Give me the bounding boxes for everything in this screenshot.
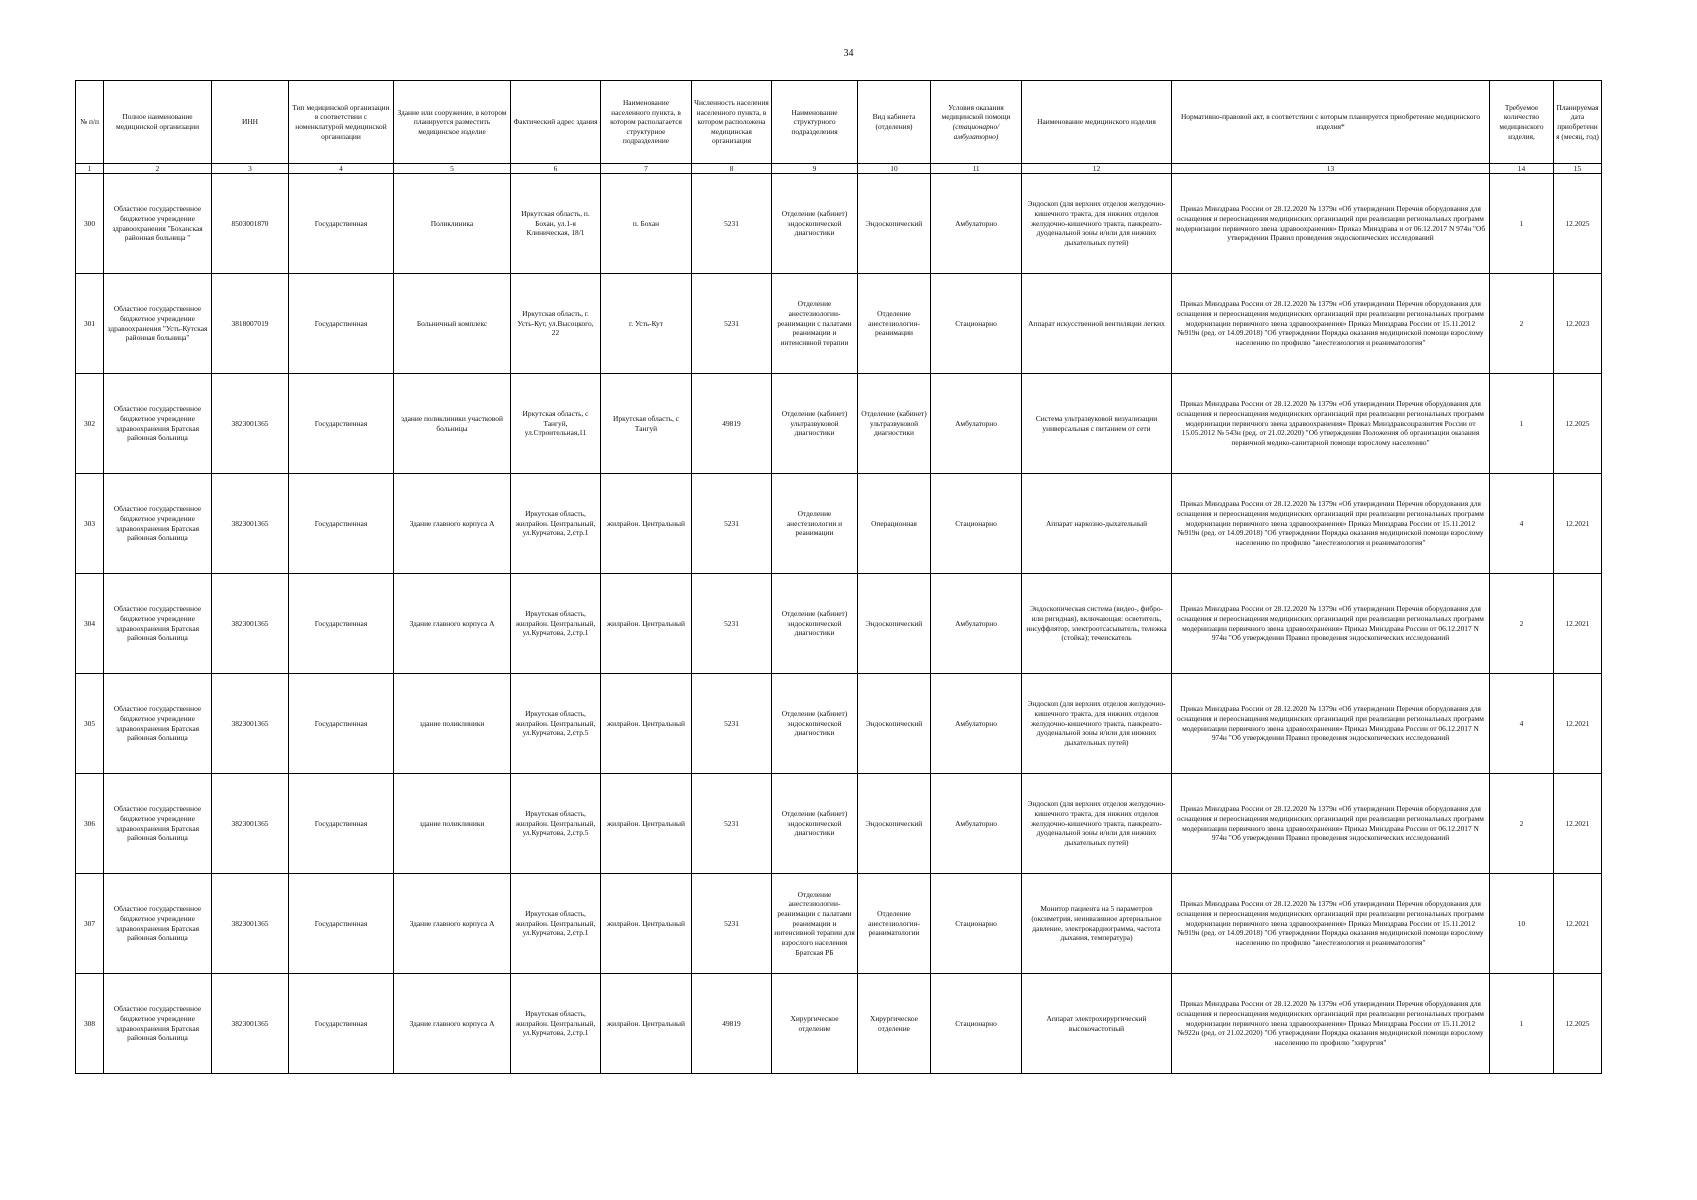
room-type: Отделение анестезиологии-реаниматологии [858,874,931,974]
address: Иркутская область, жилрайон. Центральный, ул.Курчатова, 2,стр.5 [511,774,601,874]
org-type: Государственная [289,374,394,474]
row-number: 304 [76,574,104,674]
device-name: Эндоскоп (для верхних отделов желудочно-кишечного тракта, для нижних отделов желудочно-кишечного тракта, панкреато-дуоденальной зоны и/или для нижних дыхательных путей) [1022,174,1172,274]
org-name: Областное государственное бюджетное учреждение здравоохранения "Усть-Кутская районная больница" [104,274,212,374]
address: Иркутская область, жилрайон. Центральный, ул.Курчатова, 2,стр.1 [511,474,601,574]
purchase-date: 12.2025 [1554,974,1602,1074]
col-number: 11 [931,164,1022,174]
unit-name: Хирургическое отделение [772,974,858,1074]
unit-name: Отделение (кабинет) эндоскопической диагностики [772,574,858,674]
room-type: Эндоскопический [858,674,931,774]
page-number: 34 [843,48,854,59]
care-conditions: Амбулаторно [931,574,1022,674]
unit-name: Отделение (кабинет) эндоскопической диагностики [772,674,858,774]
legal-act: Приказ Минздрава России от 28.12.2020 № 1379н «Об утверждении Перечня оборудования для оснащения и переоснащения медицинских организаций при реализации региональных программ модернизации первичного звена здравоохранения» Приказ Минздравсоцразвития России от 15.05.2012 № 543н (ред. от 21.02.2020) "Об утверждении Положения об организации оказания первичной медико-санитарной помощи взрослому населению" [1172,374,1490,474]
col-number: 13 [1172,164,1490,174]
population: 49819 [692,974,772,1074]
col-header: Нормативно-правовой акт, в соответствии с которым планируется приобретение медицинского изделия* [1172,81,1490,164]
col-header: Здание или сооружение, в котором планируется разместить медицинское изделие [394,81,511,164]
quantity: 2 [1490,774,1554,874]
col-header: Наименование медицинского изделия [1022,81,1172,164]
device-name: Система ультразвуковой визуализации универсальная с питанием от сети [1022,374,1172,474]
col-header-note: (стационарно/амбулаторно) [952,122,1000,141]
purchase-date: 12.2021 [1554,474,1602,574]
quantity: 2 [1490,274,1554,374]
col-header: Фактический адрес здания [511,81,601,164]
care-conditions: Амбулаторно [931,374,1022,474]
col-header-text: Условия оказания медицинской помощи [941,102,1011,122]
org-type: Государственная [289,574,394,674]
quantity: 4 [1490,474,1554,574]
legal-act: Приказ Минздрава России от 28.12.2020 № 1379н «Об утверждении Перечня оборудования для оснащения и переоснащения медицинских организаций при реализации региональных программ модернизации первичного звена здравоохранения» Приказ Минздрава и от 06.12.2017 N 974н "Об утверждении Правил проведения эндоскопических исследований [1172,174,1490,274]
header-row [76,81,1602,164]
row-number: 306 [76,774,104,874]
col-number: 5 [394,164,511,174]
population: 5231 [692,874,772,974]
quantity: 1 [1490,174,1554,274]
locality: жилрайон. Центральный [601,774,692,874]
org-type: Государственная [289,174,394,274]
unit-name: Отделение анестезиологии-реанимации с палатами реанимации и интенсивной терапии для взрослого населения Братская РБ [772,874,858,974]
row-number: 303 [76,474,104,574]
room-type: Хирургическое отделение [858,974,931,1074]
locality: жилрайон. Центральный [601,674,692,774]
col-header: № п/п [76,81,104,164]
row-number: 305 [76,674,104,774]
population: 5231 [692,574,772,674]
col-number: 10 [858,164,931,174]
org-name: Областное государственное бюджетное учреждение здравоохранения Братская районная больница [104,574,212,674]
col-number: 8 [692,164,772,174]
care-conditions: Стационарно [931,974,1022,1074]
org-name: Областное государственное бюджетное учреждение здравоохранения Братская районная больница [104,974,212,1074]
table-row [76,774,1602,874]
row-number: 308 [76,974,104,1074]
inn: 3823001365 [212,774,289,874]
col-header: Планируемая дата приобретения (месяц, год) [1554,81,1602,164]
unit-name: Отделение анестезиологии-реанимации с палатами реанимации и интенсивной терапии [772,274,858,374]
row-number: 300 [76,174,104,274]
quantity: 1 [1490,974,1554,1074]
address: Иркутская область, жилрайон. Центральный, ул.Курчатова, 2,стр.1 [511,574,601,674]
purchase-date: 12.2023 [1554,274,1602,374]
unit-name: Отделение (кабинет) эндоскопической диагностики [772,774,858,874]
purchase-date: 12.2025 [1554,174,1602,274]
room-type: Отделение (кабинет) ультразвуковой диагностики [858,374,931,474]
col-number: 6 [511,164,601,174]
col-header: Вид кабинета (отделения) [858,81,931,164]
quantity: 10 [1490,874,1554,974]
org-name: Областное государственное бюджетное учреждение здравоохранения Братская районная больница [104,674,212,774]
address: Иркутская область, с Тангуй, ул.Строительная,11 [511,374,601,474]
table-row [76,274,1602,374]
column-number-row [76,164,1602,174]
quantity: 1 [1490,374,1554,474]
col-header: Полное наименование медицинской организации [104,81,212,164]
device-name: Аппарат электрохирургический высокочастотный [1022,974,1172,1074]
col-number: 9 [772,164,858,174]
device-name: Эндоскопическая система (видео-, фибро- или ригидная), включающая: осветитель, инсуффлятор, электроотсасыватель, тележка (стойка); течеискатель [1022,574,1172,674]
table-row [76,674,1602,774]
purchase-date: 12.2021 [1554,874,1602,974]
device-name: Эндоскоп (для верхних отделов желудочно-кишечного тракта, для нижних отделов желудочно-кишечного тракта, панкреато-дуоденальной зоны и/или для нижних дыхательных путей) [1022,774,1172,874]
locality: жилрайон. Центральный [601,874,692,974]
device-name: Аппарат наркозно-дыхательный [1022,474,1172,574]
org-name: Областное государственное бюджетное учреждение здравоохранения Братская районная больница [104,474,212,574]
equipment-table [75,80,1602,1074]
legal-act: Приказ Минздрава России от 28.12.2020 № 1379н «Об утверждении Перечня оборудования для оснащения и переоснащения медицинских организаций при реализации региональных программ модернизации первичного звена здравоохранения» Приказ Минздрава России от 06.12.2017 N 974н "Об утверждении Правил проведения эндоскопических исследований [1172,574,1490,674]
col-header: Численность населения населенного пункта, в котором расположена медицинская организация [692,81,772,164]
table-row [76,374,1602,474]
inn: 3823001365 [212,874,289,974]
table-body [76,174,1602,1074]
inn: 3823001365 [212,974,289,1074]
inn: 3823001365 [212,374,289,474]
purchase-date: 12.2021 [1554,774,1602,874]
col-header: Наименование структурного подразделения [772,81,858,164]
legal-act: Приказ Минздрава России от 28.12.2020 № 1379н «Об утверждении Перечня оборудования для оснащения и переоснащения медицинских организаций при реализации региональных программ модернизации первичного звена здравоохранения» Приказ Минздрава России от 15.11.2012 №922н (ред. от 21.02.2020) "Об утверждении Порядка оказания медицинской помощи взрослому населению по профилю "хирургия" [1172,974,1490,1074]
purchase-date: 12.2021 [1554,574,1602,674]
building: здание поликлиники участковой больницы [394,374,511,474]
col-number: 2 [104,164,212,174]
legal-act: Приказ Минздрава России от 28.12.2020 № 1379н «Об утверждении Перечня оборудования для оснащения и переоснащения медицинских организаций при реализации региональных программ модернизации первичного звена здравоохранения» Приказ Минздрава России от 15.11.2012 №919н (ред. от 14.09.2018) "Об утверждении Порядка оказания медицинской помощи взрослому населению по профилю "анестезиология и реаниматология" [1172,274,1490,374]
address: Иркутская область, жилрайон. Центральный, ул.Курчатова, 2,стр.1 [511,874,601,974]
building: здание поликлиники [394,774,511,874]
building: Больничный комплекс [394,274,511,374]
purchase-date: 12.2021 [1554,674,1602,774]
col-number: 12 [1022,164,1172,174]
col-number: 14 [1490,164,1554,174]
col-number: 15 [1554,164,1602,174]
inn: 8503001870 [212,174,289,274]
table-row [76,974,1602,1074]
locality: Иркутская область, с Тангуй [601,374,692,474]
col-number: 1 [76,164,104,174]
locality: п. Бохан [601,174,692,274]
org-type: Государственная [289,274,394,374]
population: 5231 [692,674,772,774]
locality: г. Усть-Кут [601,274,692,374]
quantity: 4 [1490,674,1554,774]
col-number: 4 [289,164,394,174]
org-name: Областное государственное бюджетное учреждение здравоохранения Братская районная больница [104,874,212,974]
inn: 3823001365 [212,574,289,674]
room-type: Эндоскопический [858,574,931,674]
building: здание поликлиники [394,674,511,774]
col-header: ИНН [212,81,289,164]
address: Иркутская область, жилрайон. Центральный, ул.Курчатова, 2,стр.1 [511,974,601,1074]
legal-act: Приказ Минздрава России от 28.12.2020 № 1379н «Об утверждении Перечня оборудования для оснащения и переоснащения медицинских организаций при реализации региональных программ модернизации первичного звена здравоохранения» Приказ Минздрава России от 15.11.2012 №919н (ред. от 14.09.2018) "Об утверждении Порядка оказания медицинской помощи взрослому населению по профилю "анестезиология и реаниматология" [1172,474,1490,574]
care-conditions: Стационарно [931,274,1022,374]
care-conditions: Амбулаторно [931,774,1022,874]
building: Здание главного корпуса А [394,874,511,974]
care-conditions: Стационарно [931,474,1022,574]
legal-act: Приказ Минздрава России от 28.12.2020 № 1379н «Об утверждении Перечня оборудования для оснащения и переоснащения медицинских организаций при реализации региональных программ модернизации первичного звена здравоохранения» Приказ Минздрава России от 06.12.2017 N 974н "Об утверждении Правил проведения эндоскопических исследований [1172,674,1490,774]
inn: 3823001365 [212,474,289,574]
building: Поликлиника [394,174,511,274]
table-row [76,874,1602,974]
building: Здание главного корпуса А [394,474,511,574]
building: Здание главного корпуса А [394,574,511,674]
population: 5231 [692,474,772,574]
population: 5231 [692,174,772,274]
unit-name: Отделение (кабинет) ультразвуковой диагностики [772,374,858,474]
org-name: Областное государственное бюджетное учреждение здравоохранения Братская районная больница [104,374,212,474]
population: 5231 [692,774,772,874]
population: 49819 [692,374,772,474]
room-type: Отделение анестезиологии-реанимации [858,274,931,374]
purchase-date: 12.2025 [1554,374,1602,474]
row-number: 301 [76,274,104,374]
care-conditions: Стационарно [931,874,1022,974]
org-type: Государственная [289,974,394,1074]
legal-act: Приказ Минздрава России от 28.12.2020 № 1379н «Об утверждении Перечня оборудования для оснащения и переоснащения медицинских организаций при реализации региональных программ модернизации первичного звена здравоохранения» Приказ Минздрава России от 15.11.2012 №919н (ред. от 14.09.2018) "Об утверждении Порядка оказания медицинской помощи взрослому населению по профилю "анестезиология и реаниматология" [1172,874,1490,974]
row-number: 307 [76,874,104,974]
locality: жилрайон. Центральный [601,574,692,674]
device-name: Монитор пациента на 5 параметров (оксиметрия, неинвазивное артериальное давление, электрокардиограмма, частота дыхания, температура) [1022,874,1172,974]
device-name: Аппарат искусственной вентиляции легких [1022,274,1172,374]
table-row [76,474,1602,574]
care-conditions: Амбулаторно [931,174,1022,274]
locality: жилрайон. Центральный [601,974,692,1074]
org-type: Государственная [289,874,394,974]
inn: 3823001365 [212,674,289,774]
org-name: Областное государственное бюджетное учреждение здравоохранения Братская районная больница [104,774,212,874]
col-header: Требуемое количество медицинского изделия, [1490,81,1554,164]
org-type: Государственная [289,674,394,774]
inn: 3818007019 [212,274,289,374]
room-type: Эндоскопический [858,774,931,874]
legal-act: Приказ Минздрава России от 28.12.2020 № 1379н «Об утверждении Перечня оборудования для оснащения и переоснащения медицинских организаций при реализации региональных программ модернизации первичного звена здравоохранения» Приказ Минздрава России от 06.12.2017 N 974н "Об утверждении Правил проведения эндоскопических исследований [1172,774,1490,874]
device-name: Эндоскоп (для верхних отделов желудочно-кишечного тракта, для нижних отделов желудочно-кишечного тракта, панкреато-дуоденальной зоны и/или для нижних дыхательных путей) [1022,674,1172,774]
quantity: 2 [1490,574,1554,674]
col-header: Тип медицинской организации в соответствии с номенклатурой медицинской организации [289,81,394,164]
table-row [76,174,1602,274]
locality: жилрайон. Центральный [601,474,692,574]
unit-name: Отделение (кабинет) эндоскопической диагностики [772,174,858,274]
row-number: 302 [76,374,104,474]
unit-name: Отделение анестезиологии и реанимации [772,474,858,574]
col-header: Наименование населенного пункта, в котором располагается структурное подразделение [601,81,692,164]
table-row [76,574,1602,674]
room-type: Операционная [858,474,931,574]
org-type: Государственная [289,774,394,874]
building: Здание главного корпуса А [394,974,511,1074]
address: Иркутская область, г. Усть-Кут, ул.Высоцкого, 22 [511,274,601,374]
address: Иркутская область, жилрайон. Центральный, ул.Курчатова, 2,стр.5 [511,674,601,774]
org-name: Областное государственное бюджетное учреждение здравоохранения "Боханская районная больница " [104,174,212,274]
col-number: 3 [212,164,289,174]
population: 5231 [692,274,772,374]
address: Иркутская область, п. Бохан, ул.1-я Клиническая, 18/1 [511,174,601,274]
org-type: Государственная [289,474,394,574]
care-conditions: Амбулаторно [931,674,1022,774]
col-header [931,81,1022,164]
room-type: Эндоскопический [858,174,931,274]
col-number: 7 [601,164,692,174]
